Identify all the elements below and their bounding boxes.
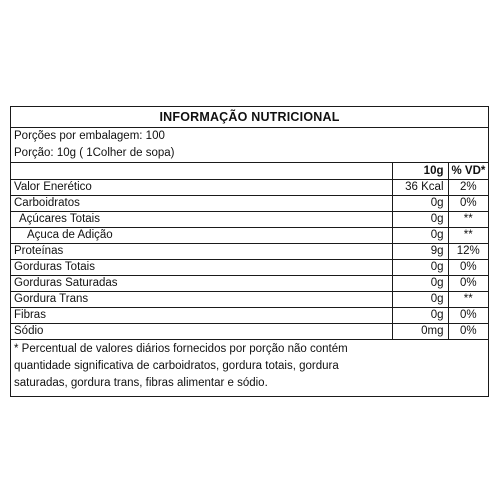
nutrient-daily-value: 0% <box>448 276 488 292</box>
nutrient-amount: 0mg <box>392 324 448 340</box>
table-row <box>11 308 488 324</box>
nutrient-name: Fibras <box>11 308 392 324</box>
nutrient-amount: 0g <box>392 276 448 292</box>
table-header-row <box>11 163 488 180</box>
nutrient-amount: 9g <box>392 244 448 260</box>
table-row <box>11 324 488 340</box>
nutrient-name: Açúcares Totais <box>11 212 392 228</box>
table-row <box>11 180 488 196</box>
nutrient-name: Proteínas <box>11 244 392 260</box>
label-title: INFORMAÇÃO NUTRICIONAL <box>11 107 488 128</box>
table-row <box>11 196 488 212</box>
table-row <box>11 244 488 260</box>
table-row <box>11 292 488 308</box>
nutrient-daily-value: 0% <box>448 324 488 340</box>
header-amount: 10g <box>392 163 448 180</box>
nutrient-amount: 0g <box>392 228 448 244</box>
nutrient-daily-value: 0% <box>448 260 488 276</box>
nutrition-table <box>11 163 488 340</box>
nutrient-daily-value: ** <box>448 292 488 308</box>
nutrient-daily-value: 0% <box>448 196 488 212</box>
nutrient-name: Sódio <box>11 324 392 340</box>
nutrition-rows <box>11 180 488 340</box>
nutrient-name: Gorduras Saturadas <box>11 276 392 292</box>
nutrient-name: Valor Enerético <box>11 180 392 196</box>
nutrient-amount: 36 Kcal <box>392 180 448 196</box>
nutrient-daily-value: 0% <box>448 308 488 324</box>
nutrient-amount: 0g <box>392 308 448 324</box>
nutrient-name: Açuca de Adição <box>11 228 392 244</box>
table-row <box>11 228 488 244</box>
table-row <box>11 260 488 276</box>
nutrient-amount: 0g <box>392 260 448 276</box>
nutrient-amount: 0g <box>392 292 448 308</box>
nutrient-daily-value: 12% <box>448 244 488 260</box>
nutrient-name: Gorduras Totais <box>11 260 392 276</box>
header-daily-value: % VD* <box>448 163 488 180</box>
header-nutrient <box>11 163 392 180</box>
table-row <box>11 276 488 292</box>
nutrient-daily-value: ** <box>448 212 488 228</box>
nutrient-amount: 0g <box>392 196 448 212</box>
footnote: * Percentual de valores diários fornecidos por porção não contém quantidade significativa de carboidratos, gordura totais, gordura saturadas, gordura trans, fibras alimentar e sódio. <box>14 343 348 389</box>
servings-per-package: Porções por embalagem: 100 <box>14 130 165 142</box>
serving-size: Porção: 10g ( 1Colher de sopa) <box>14 147 175 159</box>
nutrient-name: Gordura Trans <box>11 292 392 308</box>
nutrient-amount: 0g <box>392 212 448 228</box>
table-row <box>11 212 488 228</box>
nutrition-facts-label <box>10 106 489 397</box>
nutrient-daily-value: 2% <box>448 180 488 196</box>
nutrient-daily-value: ** <box>448 228 488 244</box>
serving-info <box>11 128 488 163</box>
nutrient-name: Carboidratos <box>11 196 392 212</box>
